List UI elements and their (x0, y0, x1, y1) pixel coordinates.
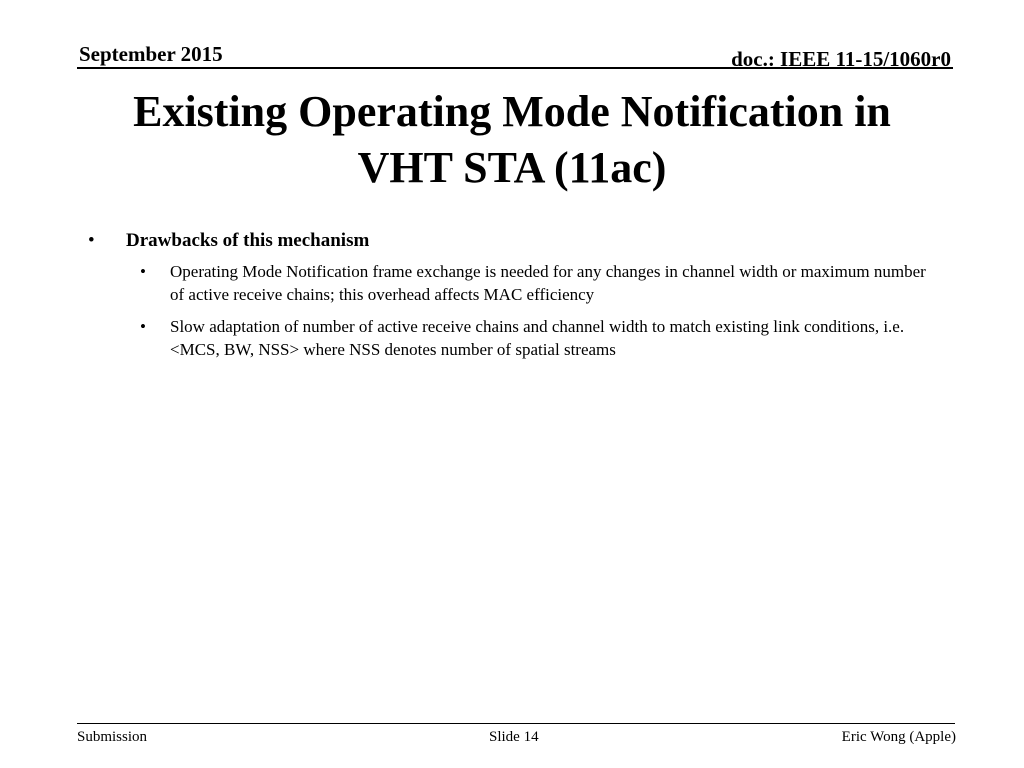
bullet-text: Drawbacks of this mechanism (126, 230, 370, 251)
slide-body (80, 228, 940, 370)
sub-bullet-item (80, 315, 940, 361)
footer-author: Eric Wong (Apple) (841, 729, 956, 745)
header-date: September 2015 (79, 42, 223, 66)
footer-submission: Submission (77, 729, 148, 745)
sub-bullet-marker: • (140, 262, 146, 281)
sub-bullet-text: Slow adaptation of number of active receive chains and channel width to match existing link conditions, i.e. <MCS, BW, NSS> where NSS denotes number of spatial streams (170, 317, 905, 359)
sub-bullet-item (80, 260, 940, 306)
footer-divider (77, 723, 955, 724)
header-divider (77, 67, 953, 69)
sub-bullet-marker: • (140, 317, 146, 336)
sub-bullet-list (80, 260, 940, 361)
bullet-marker: • (88, 230, 95, 251)
bullet-item-drawbacks (80, 228, 940, 254)
sub-bullet-text: Operating Mode Notification frame exchange is needed for any changes in channel width or maximum number of active receive chains; this overhead affects MAC efficiency (170, 262, 926, 304)
slide-title: Existing Operating Mode Notification in VHT STA (11ac) (133, 87, 891, 192)
footer-slide-number: Slide 14 (489, 729, 539, 745)
header-doc-id: doc.: IEEE 11-15/1060r0 (731, 47, 951, 71)
